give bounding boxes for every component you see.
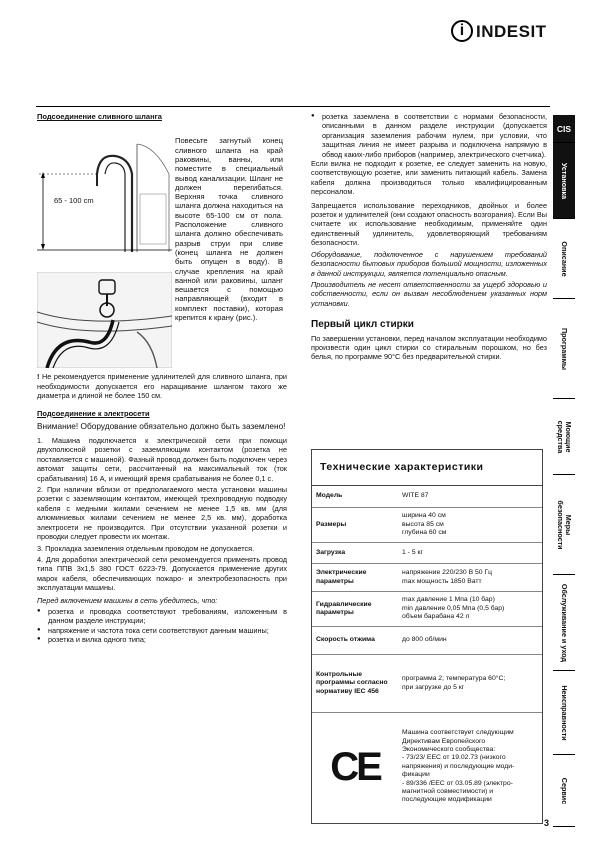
first-cycle-heading: Первый цикл стирки bbox=[311, 319, 414, 331]
list-item: ● напряжение и частота тока сети соответствуют данным машины; bbox=[37, 626, 287, 635]
table-row bbox=[312, 592, 542, 627]
spec-value bbox=[398, 543, 542, 563]
spec-line: объем барабана 42 л bbox=[402, 613, 470, 621]
tab-installation[interactable] bbox=[553, 143, 575, 219]
left-column bbox=[37, 112, 287, 645]
tab-maintenance[interactable] bbox=[553, 575, 575, 671]
spec-key: Контрольные программы согласно нормативу IEC 456 bbox=[316, 670, 388, 695]
height-label: 65 - 100 cm bbox=[54, 196, 94, 206]
spec-line: max давление 1 Мпа (10 бар) bbox=[402, 596, 495, 604]
ce-mark: CE bbox=[330, 745, 380, 789]
spec-line: магнитной совместимости) и bbox=[402, 788, 494, 796]
ce-cell bbox=[312, 713, 398, 821]
spec-line: глубина 60 см bbox=[402, 529, 447, 537]
table-row bbox=[312, 713, 542, 821]
spec-key: Скорость отжима bbox=[316, 636, 375, 644]
top-divider bbox=[36, 106, 550, 107]
spec-key: Загрузка bbox=[316, 548, 346, 556]
spec-line: напряжение 220/230 В 50 Гц bbox=[402, 569, 493, 577]
tab-label: Обслуживание и уход bbox=[560, 583, 569, 662]
spec-value bbox=[398, 627, 542, 654]
spec-line: WITE 87 bbox=[402, 492, 429, 500]
electric-paragraph-1: 1. Машина подключается к электрической сети при помощи двухполюсной розетки с заземляющим контактом (розетка не поставляется с машиной). Фазный провод должен быть подключен через автомат защиты сети, рассчитанный на максимальный ток (ток срабатывания) 16 А, и имеющий время срабатывания не более 0,1 с. bbox=[37, 436, 287, 483]
table-row bbox=[312, 655, 542, 713]
drain-hose-guide-figure bbox=[37, 272, 172, 368]
spec-value bbox=[398, 592, 542, 626]
specs-title: Технические характеристики bbox=[312, 450, 542, 486]
check-intro: Перед включением машины в сеть убедитесь, что: bbox=[37, 595, 218, 605]
warning-mark: ! bbox=[37, 372, 40, 382]
spec-line: Машина соответствует следующим bbox=[402, 729, 514, 737]
table-row bbox=[312, 508, 542, 543]
specs-table bbox=[311, 449, 543, 824]
electric-paragraph-2: 2. При наличии вблизи от предполагаемого места установки машины розетки с заземляющим контактом, имеющей трехпроводную подводку кабеля с медными жилами сечением не менее 1,5 кв. мм (для алюминиевых жилами сечением не менее 2,5 кв. мм), доработка электросети не производится. При отсутствии указанной розетки и проводки следует провести их монтаж. bbox=[37, 485, 287, 542]
plug-paragraph: Если вилка не подходит к розетке, ее следует заменить на новую, соответствующую розетке, или заменить питающий кабель. Замена кабеля должна производиться только квалифицированным персоналом. bbox=[311, 159, 547, 197]
tab-label: Меры безопасности bbox=[556, 499, 573, 550]
electric-paragraph-3: 3. Прокладка заземления отдельным проводом не допускается. bbox=[37, 543, 255, 553]
electric-heading: Подсоединение к электросети bbox=[37, 408, 150, 418]
spec-line: ширина 40 см bbox=[402, 512, 446, 520]
spec-value bbox=[398, 713, 542, 821]
list-item: ● розетка заземлена в соответствии с нормами безопасности, описанными в данном разделе инструкции (допускается организация заземления рабочим нулем, при условии, что защитная линия не имеет разрыва и подключена напрямую в обвод каких-либо приборов (например, электрического счетчика). bbox=[311, 112, 547, 159]
tab-label: Моющие средства bbox=[556, 420, 573, 453]
safety-italic-1: Оборудование, подключенное с нарушением требований безопасности бытовых приборов большой мощности, изложенных в данной инструкции, является потенциально опасным. bbox=[311, 249, 547, 278]
section-tabs bbox=[553, 115, 575, 827]
first-cycle-text: По завершении установки, перед началом эксплуатации необходимо произвести один цикл стирки со стиральным порошком, но без белья, по программе 90°С без предварительной стирки. bbox=[311, 333, 547, 362]
spec-key: Размеры bbox=[316, 520, 347, 528]
tab-label: Установка bbox=[560, 162, 569, 199]
spec-line: max мощность 1850 Ватт bbox=[402, 577, 482, 585]
spec-value bbox=[398, 655, 542, 712]
drain-heading: Подсоединение сливного шланга bbox=[37, 112, 162, 121]
check-list-continued bbox=[311, 112, 547, 159]
tab-label: Сервис bbox=[560, 777, 569, 804]
spec-line: напряжения) и последующие моди- bbox=[402, 762, 515, 770]
drain-hose-height-figure bbox=[37, 134, 172, 252]
drain-figure-block bbox=[37, 124, 287, 370]
spec-line: - 89/336 /EEC от 03.05.89 (электро- bbox=[402, 779, 513, 787]
spec-key: Модель bbox=[316, 492, 343, 500]
spec-key: Гидравлические параметры bbox=[316, 600, 372, 616]
table-row bbox=[312, 543, 542, 564]
tab-service[interactable] bbox=[553, 755, 575, 827]
spec-line: высота 85 см bbox=[402, 520, 444, 528]
spec-line: до 800 об/мин bbox=[402, 636, 447, 644]
tab-safety[interactable] bbox=[553, 475, 575, 575]
tab-detergents[interactable] bbox=[553, 399, 575, 475]
spec-line: последующие модификации bbox=[402, 796, 492, 804]
spec-line: 1 - 5 кг bbox=[402, 548, 423, 556]
grounding-note: Внимание! Оборудование обязательно должно быть заземлено! bbox=[37, 421, 286, 432]
spec-line: - 73/23/ EEC от 19.02.73 (низкого bbox=[402, 754, 506, 762]
tab-label: CIS bbox=[556, 123, 572, 134]
spec-line: программа 2; температура 60°С; bbox=[402, 675, 506, 683]
spec-value bbox=[398, 508, 542, 542]
check-list bbox=[37, 607, 287, 645]
page-number: 3 bbox=[544, 818, 550, 828]
spec-line: Директивам Европейского bbox=[402, 737, 486, 745]
list-item: ● розетка и вилка одного типа; bbox=[37, 635, 287, 644]
spec-value bbox=[398, 486, 542, 507]
spec-value bbox=[398, 564, 542, 591]
tab-cis[interactable] bbox=[553, 115, 575, 143]
tab-description[interactable] bbox=[553, 219, 575, 299]
spec-line: при загрузке до 5 кг bbox=[402, 683, 465, 691]
drain-instructions: Повесьте загнутый конец сливного шланга на край раковины, ванны, или поместите в специальный вывод канализации. Шланг не должен перегибаться. Верхняя точка сливного шланга должна находиться на высоте 65-100 см от пола. Расположение сливного шланга должно обеспечивать разрыв струи при сливе (конец шланга не должен быть опущен в воду). В случае крепления на край ванной или раковины, шланг вешается с помощью направляющей (входит в комплект поставки), которая крепится к крану (рис.). bbox=[175, 136, 283, 323]
electric-paragraph-4: 4. Для доработки электрической сети рекомендуется применять провод типа ППВ 3x1,5 380 ГОСТ 6223-79. Допускается применение других марок кабеля, обеспечивающих пожаро- и электробезопасность при эксплуатации машины. bbox=[37, 554, 287, 593]
adapters-paragraph: Запрещается использование переходников, двойных и более розеток и удлинителей (они создают опасность возгорания). Если Вы считаете их использование необходимым, применяйте один единственный удлинитель, удовлетворяющий требованиям безопасности. bbox=[311, 200, 547, 248]
right-column bbox=[311, 112, 547, 364]
spec-line: Экономического сообщества: bbox=[402, 745, 496, 753]
spec-line: min давление 0,05 Мпа (0,5 бар) bbox=[402, 604, 505, 612]
logo-wordmark: INDESIT bbox=[476, 22, 547, 41]
table-row bbox=[312, 627, 542, 655]
spec-line: фикации bbox=[402, 771, 430, 779]
brand-logo bbox=[451, 20, 563, 44]
tab-label: Описание bbox=[560, 240, 569, 277]
safety-italic-2: Производитель не несет ответственности за ущерб здоровью и собственности, если он вызван несоблюдением указанных норм установки. bbox=[311, 279, 547, 308]
table-row bbox=[312, 486, 542, 508]
tab-label: Программы bbox=[560, 327, 569, 370]
extension-warning-text: Не рекомендуется применение удлинителей для сливного шланга, при необходимости допускается его наращивание шлангом такого же диаметра и длиной не более 150 см. bbox=[37, 372, 287, 401]
logo-i-mark: i bbox=[451, 20, 473, 42]
table-row bbox=[312, 564, 542, 592]
spec-key: Электрические параметры bbox=[316, 569, 367, 585]
tab-troubleshooting[interactable] bbox=[553, 671, 575, 755]
tab-label: Неисправности bbox=[560, 684, 569, 741]
tab-programs[interactable] bbox=[553, 299, 575, 399]
extension-warning-block bbox=[37, 372, 287, 400]
list-item: ● розетка и проводка соответствуют требованиям, изложенным в данном разделе инструкции; bbox=[37, 607, 287, 626]
